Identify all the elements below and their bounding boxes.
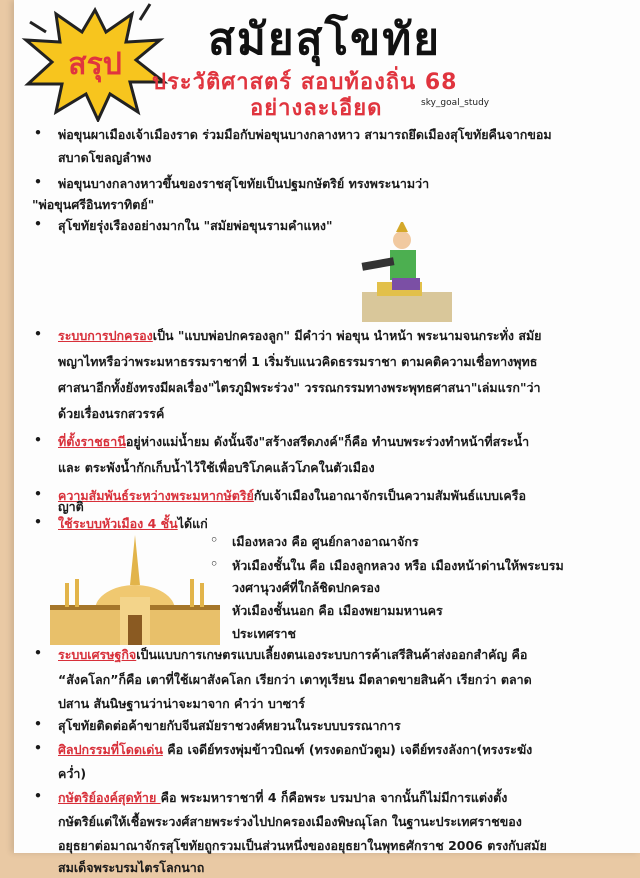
bullet-item	[58, 514, 208, 534]
bullet-item	[58, 432, 529, 452]
text-line	[32, 195, 154, 215]
bullet-item	[232, 556, 564, 576]
line-text: คือ เจดีย์ทรงพุ่มข้าวบิณฑ์ (ทรงดอกบัวตูม) เจดีย์ทรงลังกา(ทรงระฆัง	[162, 742, 533, 757]
bullet-item	[58, 216, 332, 236]
line-text: ด้วยเรื่องนรกสวรรค์	[58, 406, 165, 421]
text-line	[58, 836, 547, 856]
line-text: อยุธยาต่อมาณาจักรสุโขทัยถูกรวมเป็นส่วนหนึ่งของอยุธยาในพุทธศักราช 2006 ตรงกับสมัย	[58, 838, 547, 853]
text-line	[58, 404, 164, 424]
subtitle-detail: อย่างละเอียด	[250, 96, 383, 121]
highlight-term: ความสัมพันธ์ระหว่างพระมหากษัตริย์	[58, 488, 254, 503]
king-illustration	[352, 222, 462, 322]
bullet-item	[58, 716, 401, 736]
bullet-item	[58, 740, 532, 760]
text-line	[58, 378, 541, 398]
text-line	[58, 764, 86, 784]
line-text: สุโขทัยรุ่งเรืองอย่างมากใน "สมัยพ่อขุนรามคำแหง"	[58, 218, 333, 233]
text-line	[58, 458, 375, 478]
line-text: ปสาน สันนิษฐานว่าน่าจะมาจาก คำว่า บาซาร์	[58, 696, 306, 711]
line-text: พญาไทหรือว่าพระมหาธรรมราชาที่ 1 เริ่มรับแนวคิดธรรมราชา ตามคติความเชื่อทางพุทธ	[58, 354, 538, 369]
stupa-illustration	[50, 535, 220, 645]
highlight-term: ที่ตั้งราชธานี	[58, 434, 126, 449]
line-text: ประเทศราช	[232, 626, 297, 641]
text-line	[232, 578, 380, 598]
line-text: ญาติ	[58, 499, 84, 514]
line-text: อยู่ห่างแม่น้ำยม ดังนั้นจึง"สร้างสรีดภงค์"ก็คือ ทำนบพระร่วงทำหน้าที่สระน้ำ	[125, 434, 530, 449]
line-text: ศาสนาอีกทั้งยังทรงมีผลเรื่อง"ไตรภูมิพระร่วง" วรรณกรรมทางพระพุทธศาสนา"เล่มแรก"ว่า	[58, 380, 541, 395]
line-text: สมเด็จพระบรมไตรโลกนาถ	[58, 860, 205, 875]
line-text: ได้แก่	[177, 516, 208, 531]
subtitle: ประวัติศาสตร์ สอบท้องถิ่น 68	[152, 70, 458, 95]
line-text: พ่อขุนบางกลางหาวขึ้นของราชสุโขทัยเป็นปฐมกษัตริย์ ทรงพระนามว่า	[58, 176, 430, 191]
line-text: เป็น "แบบพ่อปกครองลูก" มีคำว่า พ่อขุน นำหน้า พระนามจนกระทั่ง สมัย	[152, 328, 542, 343]
line-text: กับเจ้าเมืองในอาณาจักรเป็นความสัมพันธ์แบบเครือ	[253, 488, 526, 503]
line-text: เป็นแบบการเกษตรแบบเลี้ยงตนเองระบบการค้าเสรีสินค้าส่งออกสำคัญ คือ	[136, 647, 528, 662]
badge-label: สรุป	[68, 47, 122, 82]
line-text: คว่ำ)	[58, 766, 87, 781]
line-text: กษัตริย์แต่ให้เชื้อพระวงศ์สายพระร่วงไปปกครองเมืองพิษณุโลก ในฐานะประเทศราชของ	[58, 814, 522, 829]
bullet-item	[58, 645, 527, 665]
bullet-item	[58, 486, 526, 506]
bullet-item	[232, 532, 419, 552]
text-line	[58, 670, 532, 690]
highlight-term: ระบบเศรษฐกิจ	[58, 647, 137, 662]
highlight-term: ใช้ระบบหัวเมือง 4 ชั้น	[58, 516, 178, 531]
text-line	[58, 858, 204, 878]
bullet-item	[58, 125, 552, 145]
bullet-item	[232, 601, 443, 621]
highlight-term: ศิลปกรรมที่โดดเด่น	[58, 742, 163, 757]
text-line	[58, 694, 305, 714]
text-line	[58, 812, 522, 832]
line-text: "พ่อขุนศรีอินทราทิตย์"	[32, 197, 155, 212]
line-text: หัวเมืองชั้นนอก คือ เมืองพยามมหานคร	[232, 603, 443, 618]
credit: sky_goal_study	[421, 98, 490, 108]
line-text: สบาดโขลญลำพง	[58, 150, 152, 165]
text-line	[58, 148, 151, 168]
bullet-item	[58, 174, 429, 194]
page-title: สมัยสุโขทัย	[208, 14, 441, 65]
line-text: เมืองหลวง คือ ศูนย์กลางอาณาจักร	[232, 534, 419, 549]
bullet-item	[58, 788, 507, 808]
line-text: และ ตระพังน้ำกักเก็บน้ำไว้ใช้เพื่อบริโภคแล้วโภคในตัวเมือง	[58, 460, 375, 475]
highlight-term: ระบบการปกครอง	[58, 328, 153, 343]
line-text: “สังคโลก”ก็คือ เตาที่ใช้เผาสังคโลก เรียกว่า เตาทุเรียน มีตลาดขายสินค้า เรียกว่า ตลาด	[58, 672, 532, 687]
starburst-badge	[20, 2, 170, 122]
bullet-item	[58, 326, 542, 346]
line-text: หัวเมืองชั้นใน คือ เมืองลูกหลวง หรือ เมืองหน้าด่านให้พระบรม	[232, 558, 564, 573]
line-text: วงศานุวงศ์ที่ใกล้ชิดปกครอง	[232, 580, 381, 595]
text-line	[58, 352, 537, 372]
line-text: พ่อขุนผาเมืองเจ้าเมืองราด ร่วมมือกับพ่อขุนบางกลางหาว สามารถยึดเมืองสุโขทัยคืนจากขอม	[58, 127, 552, 142]
line-text: คือ พระมหาราชาที่ 4 ก็คือพระ บรมปาล จากนั้นก็ไม่มีการแต่งตั้ง	[160, 790, 508, 805]
highlight-term: กษัตริย์องค์สุดท้าย	[58, 790, 161, 805]
text-line	[232, 624, 296, 644]
line-text: สุโขทัยติดต่อค้าขายกับจีนสมัยราชวงศ์หยวนในระบบบรรณาการ	[58, 718, 401, 733]
